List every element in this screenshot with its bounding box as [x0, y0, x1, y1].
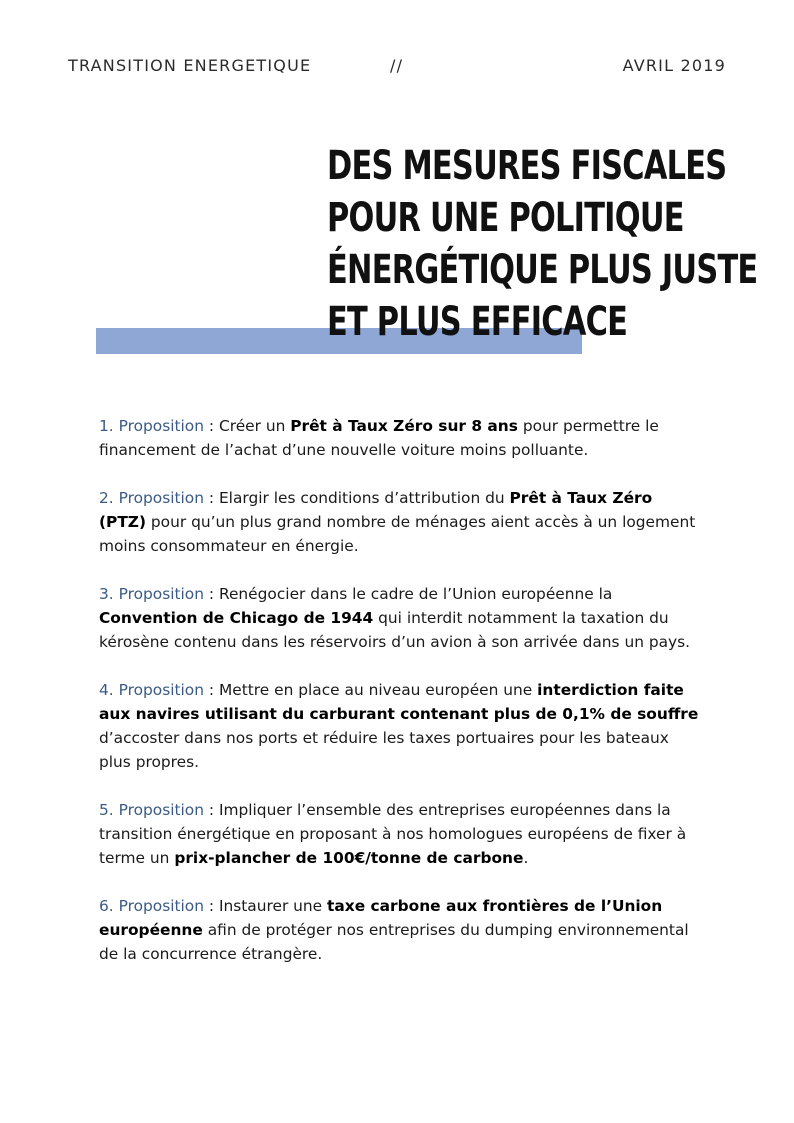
proposition-label: Proposition: [118, 897, 204, 915]
proposition-number: 5.: [99, 801, 114, 819]
proposition-text: : Renégocier dans le cadre de l’Union européenne la: [203, 585, 613, 603]
proposition-text: d’accoster dans nos ports et réduire les taxes portuaires pour les bateaux plus propres.: [99, 729, 669, 771]
header-topic: TRANSITION ENERGETIQUE: [68, 56, 312, 75]
proposition-text: .: [523, 849, 529, 867]
title-line: POUR UNE POLITIQUE: [327, 195, 684, 241]
proposition-text: : Mettre en place au niveau européen une: [203, 681, 538, 699]
proposition-highlight: Convention de Chicago de 1944: [99, 609, 374, 627]
proposition-highlight: interdiction faite aux navires utilisant du carburant contenant plus de 0,1% de souffre: [99, 681, 699, 723]
proposition-text: : Elargir les conditions d’attribution du: [203, 489, 510, 507]
proposition-highlight: Prêt à Taux Zéro (PTZ): [99, 489, 653, 531]
proposition-3: [99, 582, 699, 654]
propositions-list: [99, 414, 699, 990]
proposition-highlight: prix-plancher de 100€/tonne de carbone: [174, 849, 524, 867]
proposition-label: Proposition: [118, 585, 204, 603]
header-separator: //: [390, 56, 404, 75]
proposition-number: 3.: [99, 585, 114, 603]
proposition-label: Proposition: [118, 801, 204, 819]
proposition-6: [99, 894, 699, 966]
proposition-text: : Instaurer une: [203, 897, 328, 915]
proposition-text: afin de protéger nos entreprises du dumping environnemental de la concurrence étrangère.: [99, 921, 689, 963]
title-line: DES MESURES FISCALES: [327, 143, 727, 189]
proposition-highlight: Prêt à Taux Zéro sur 8 ans: [290, 417, 518, 435]
proposition-text: qui interdit notamment la taxation du kérosène contenu dans les réservoirs d’un avion à son arrivée dans un pays.: [99, 609, 691, 651]
page-header: [68, 56, 726, 78]
proposition-5: [99, 798, 699, 870]
proposition-2: [99, 486, 699, 558]
proposition-text: : Créer un: [203, 417, 291, 435]
proposition-4: [99, 678, 699, 774]
proposition-number: 2.: [99, 489, 114, 507]
proposition-text: : Impliquer l’ensemble des entreprises européennes dans la transition énergétique en proposant à nos homologues européens de fixer à terme un: [99, 801, 687, 867]
proposition-label: Proposition: [118, 489, 204, 507]
title-line: ÉNERGÉTIQUE PLUS JUSTE: [327, 247, 758, 293]
proposition-number: 1.: [99, 417, 114, 435]
page-title: [327, 140, 758, 348]
proposition-highlight: taxe carbone aux frontières de l’Union européenne: [99, 897, 663, 939]
proposition-1: [99, 414, 699, 462]
proposition-text: pour permettre le financement de l’achat d’une nouvelle voiture moins polluante.: [99, 417, 659, 459]
title-line: ET PLUS EFFICACE: [327, 299, 628, 345]
header-date: AVRIL 2019: [622, 56, 726, 75]
proposition-text: pour qu’un plus grand nombre de ménages aient accès à un logement moins consommateur en énergie.: [99, 513, 696, 555]
proposition-label: Proposition: [118, 417, 204, 435]
proposition-label: Proposition: [118, 681, 204, 699]
proposition-number: 4.: [99, 681, 114, 699]
proposition-number: 6.: [99, 897, 114, 915]
